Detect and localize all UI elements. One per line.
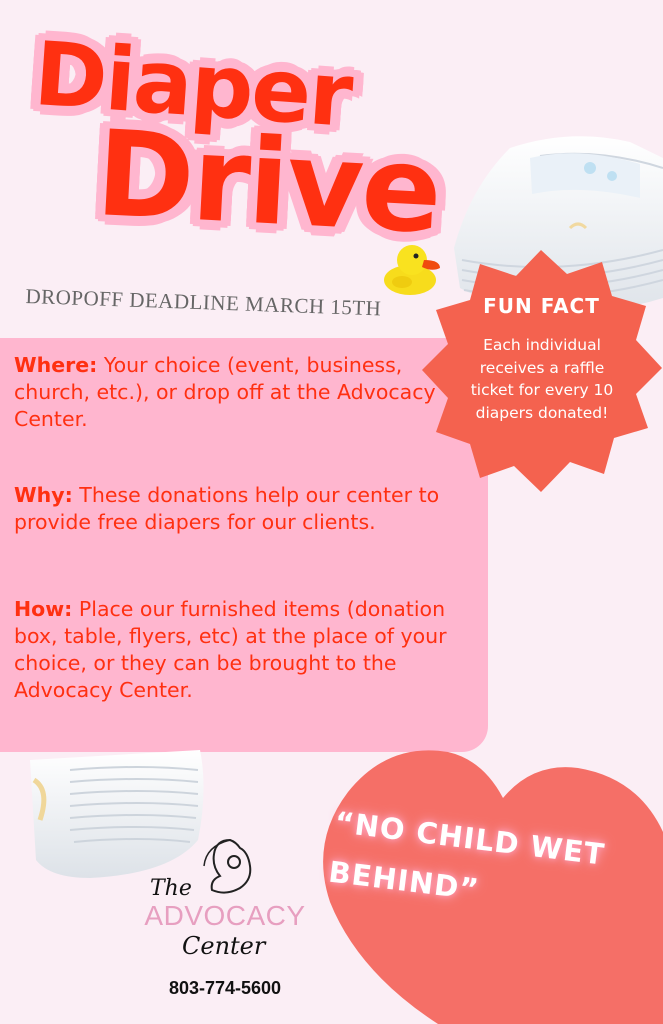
where-label: Where: — [14, 353, 98, 377]
slogan-text: “NO CHILD WET BEHIND” — [326, 804, 607, 907]
info-card — [0, 338, 488, 752]
title-line-drive: Drive — [92, 104, 444, 260]
logo-advocacy: ADVOCACY — [144, 900, 306, 931]
logo-the: The — [150, 876, 192, 901]
where-text: Your choice (event, business, church, etc.), or drop off at the Advocacy Center. — [14, 353, 436, 431]
fun-fact-badge — [420, 248, 663, 494]
mother-child-logo-icon — [196, 836, 266, 896]
phone-number[interactable]: 803-774-5600 — [168, 978, 282, 998]
logo-center: Center — [182, 932, 266, 960]
title-line-diaper: Diaper — [31, 22, 355, 147]
dropoff-deadline: DROPOFF DEADLINE MARCH 15TH — [25, 284, 382, 321]
why-section — [14, 482, 484, 536]
why-label: Why: — [14, 483, 73, 507]
fun-fact-text: Each individual receives a raffle ticket for every 10 diapers donated! — [470, 336, 614, 422]
slogan-heart — [318, 742, 663, 1024]
title — [0, 0, 560, 280]
fun-fact-title: FUN FACT — [483, 294, 600, 318]
how-label: How: — [14, 597, 73, 621]
where-section — [14, 352, 484, 433]
why-text: These donations help our center to provide free diapers for our clients. — [14, 483, 440, 534]
how-section — [14, 596, 484, 704]
how-text: Place our furnished items (donation box, table, flyers, etc) at the place of your choice, or they can be brought to the Advocacy Center. — [14, 597, 447, 702]
advocacy-center-logo — [130, 836, 320, 1011]
